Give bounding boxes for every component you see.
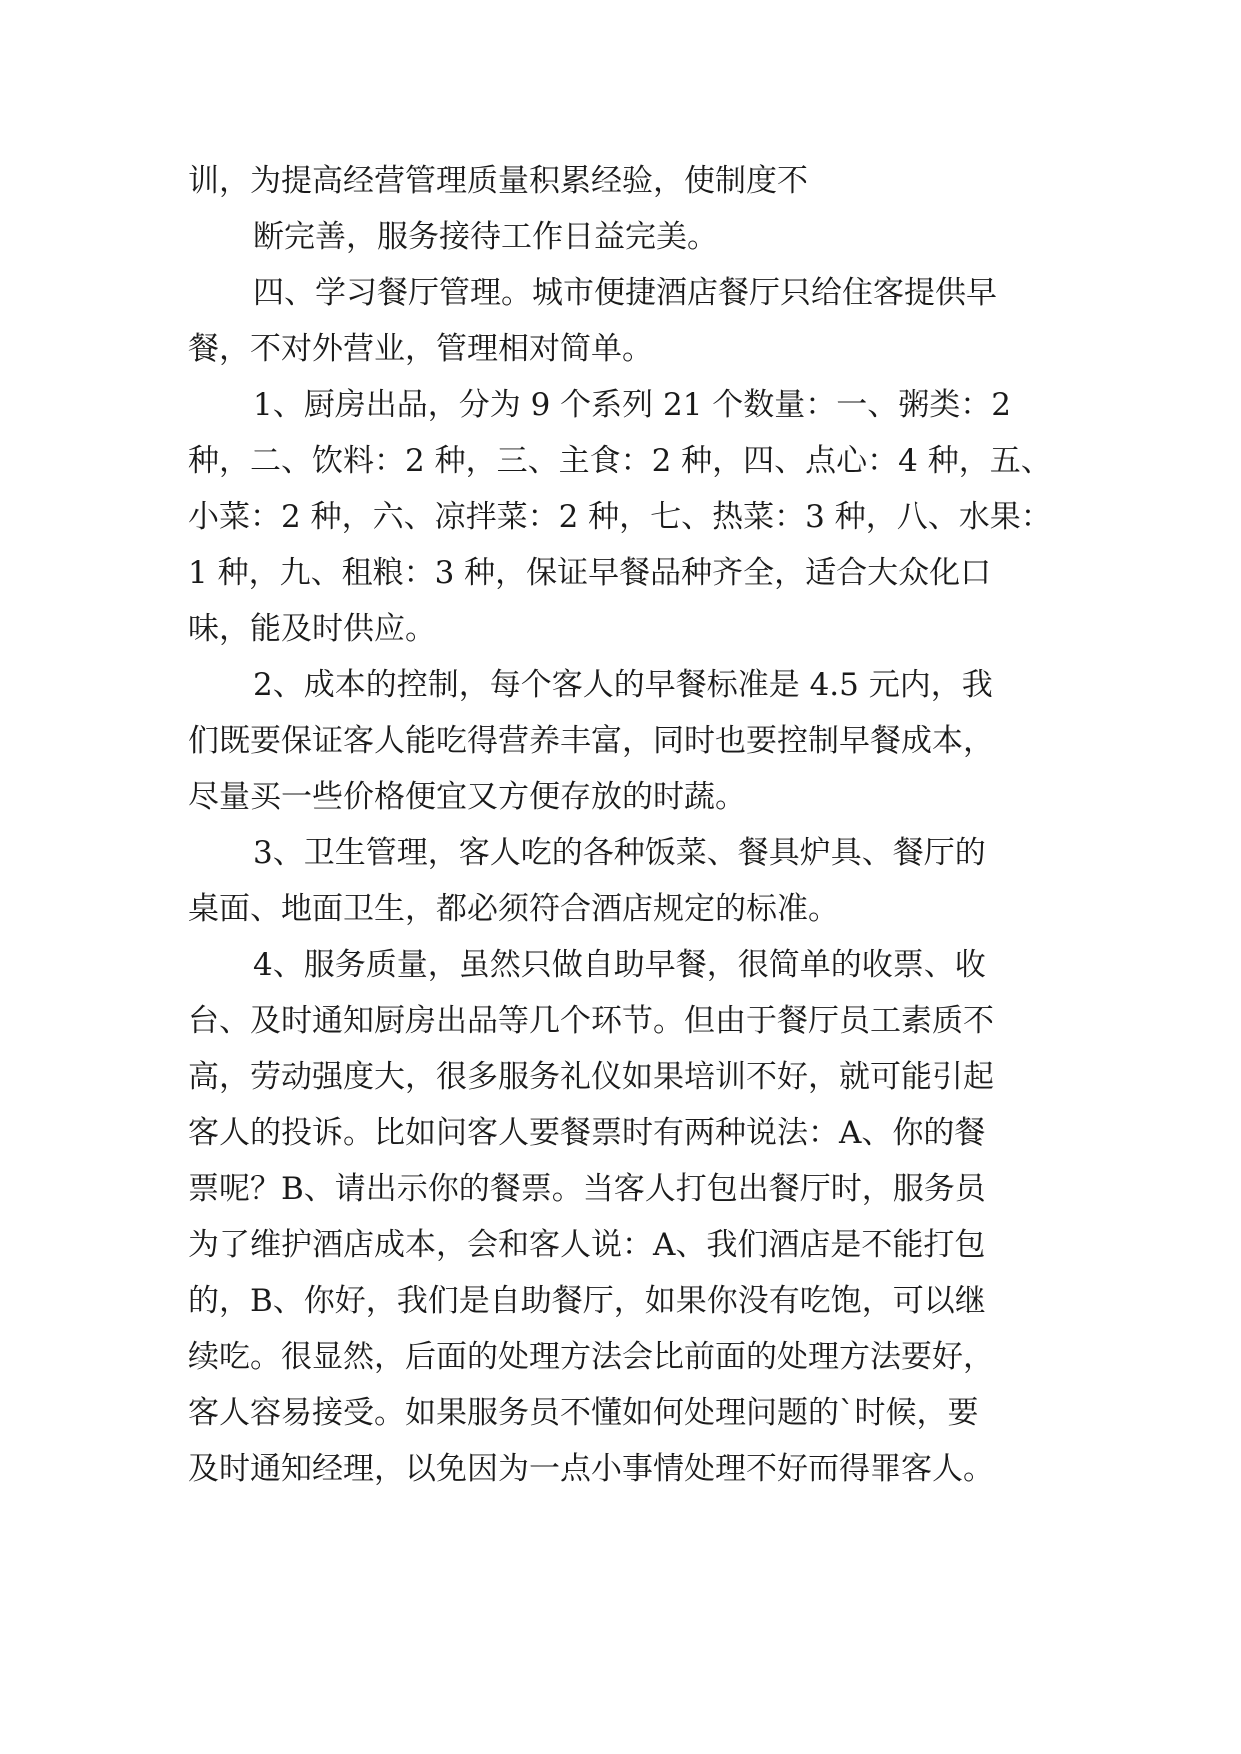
text-line: 1、厨房出品，分为 9 个系列 21 个数量：一、粥类：2 [253,387,1012,423]
text-line: 的，B、你好，我们是自助餐厅，如果你没有吃饱，可以继 [188,1283,986,1319]
text-line: 票呢？B、请出示你的餐票。当客人打包出餐厅时，服务员 [188,1171,986,1207]
text-line: 1 种，九、租粮：3 种，保证早餐品种齐全，适合大众化口 [188,555,992,591]
text-line: 续吃。很显然，后面的处理方法会比前面的处理方法要好， [188,1339,994,1375]
text-line: 高，劳动强度大，很多服务礼仪如果培训不好，就可能引起 [188,1059,994,1095]
text-line: 台、及时通知厨房出品等几个环节。但由于餐厅员工素质不 [188,1003,994,1039]
text-line: 们既要保证客人能吃得营养丰富，同时也要控制早餐成本， [188,723,994,759]
text-line: 种，二、饮料：2 种，三、主食：2 种，四、点心：4 种，五、 [188,443,1052,479]
text-line: 餐，不对外营业，管理相对简单。 [188,331,653,367]
text-line: 小菜：2 种，六、凉拌菜：2 种，七、热菜：3 种，八、水果： [188,499,1052,535]
text-line: 尽量买一些价格便宜又方便存放的时蔬。 [188,779,746,815]
text-line: 及时通知经理，以免因为一点小事情处理不好而得罪客人。 [188,1451,994,1487]
text-line: 4、服务质量，虽然只做自助早餐，很简单的收票、收 [253,947,986,983]
text-line: 为了维护酒店成本，会和客人说：A、我们酒店是不能打包 [188,1227,986,1263]
text-line: 桌面、地面卫生，都必须符合酒店规定的标准。 [188,891,839,927]
text-line: 客人容易接受。如果服务员不懂如何处理问题的`时候，要 [188,1395,979,1431]
text-line: 3、卫生管理，客人吃的各种饭菜、餐具炉具、餐厅的 [253,835,986,871]
text-line: 味，能及时供应。 [188,611,436,647]
text-line: 训，为提高经营管理质量积累经验，使制度不 [188,163,808,199]
text-line: 断完善，服务接待工作日益完美。 [253,219,718,255]
text-line: 四、学习餐厅管理。城市便捷酒店餐厅只给住客提供早 [253,275,997,311]
text-line: 2、成本的控制，每个客人的早餐标准是 4.5 元内，我 [253,667,993,703]
text-line: 客人的投诉。比如问客人要餐票时有两种说法：A、你的餐 [188,1115,986,1151]
